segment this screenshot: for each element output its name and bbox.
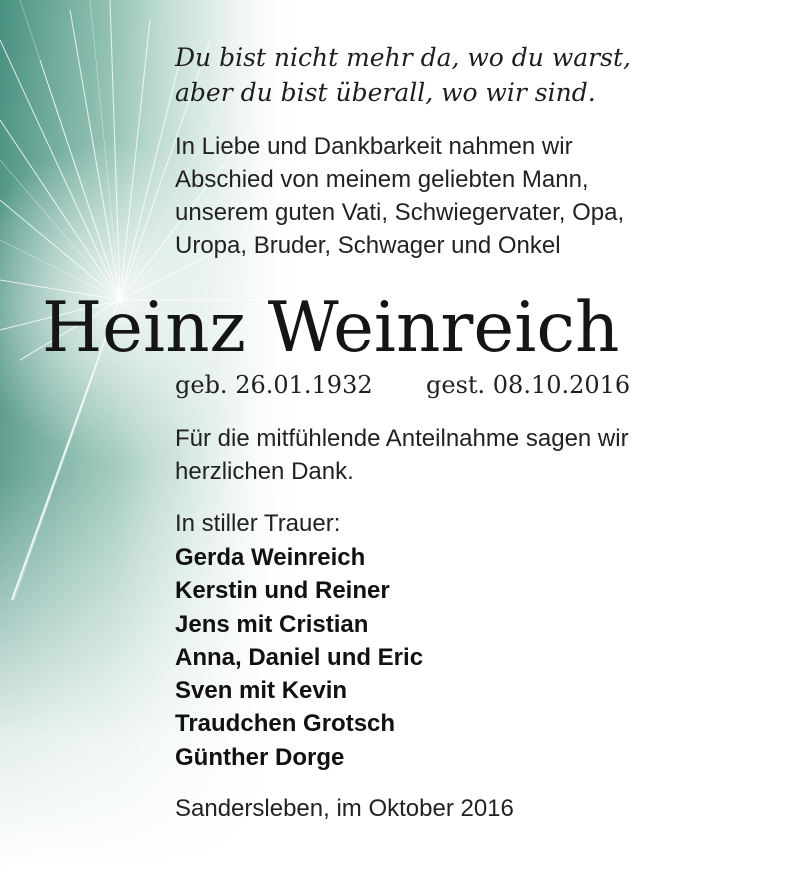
intro-line-2: Abschied von meinem geliebten Mann,: [175, 166, 589, 193]
mourner-name: Jens mit Cristian: [175, 610, 369, 638]
place-and-date: Sandersleben, im Oktober 2016: [175, 795, 514, 822]
mourner-name: Kerstin und Reiner: [175, 577, 390, 605]
intro-line-1: In Liebe und Dankbarkeit nahmen wir: [175, 133, 573, 160]
quote-line-2: aber du bist überall, wo wir sind.: [175, 78, 596, 107]
mourner-name: Traudchen Grotsch: [175, 710, 396, 738]
thanks-line-1: Für die mitfühlende Anteilnahme sagen wir: [175, 425, 629, 452]
death-date: gest. 08.10.2016: [426, 371, 631, 399]
deceased-name: Heinz Weinreich: [42, 288, 620, 368]
mourner-name: Günther Dorge: [175, 743, 345, 771]
intro-line-4: Uropa, Bruder, Schwager und Onkel: [175, 232, 561, 259]
mourner-name: Gerda Weinreich: [175, 544, 366, 571]
mourner-name: Anna, Daniel und Eric: [175, 643, 424, 671]
thanks-line-2: herzlichen Dank.: [175, 458, 354, 485]
intro-line-3: unserem guten Vati, Schwiegervater, Opa,: [175, 199, 625, 226]
quote-line-1: Du bist nicht mehr da, wo du warst,: [175, 43, 631, 72]
mourners-list: [175, 541, 423, 774]
mourning-heading: In stiller Trauer:: [175, 510, 341, 537]
mourner-name: Sven mit Kevin: [175, 677, 348, 705]
birth-date: geb. 26.01.1932: [175, 371, 373, 399]
